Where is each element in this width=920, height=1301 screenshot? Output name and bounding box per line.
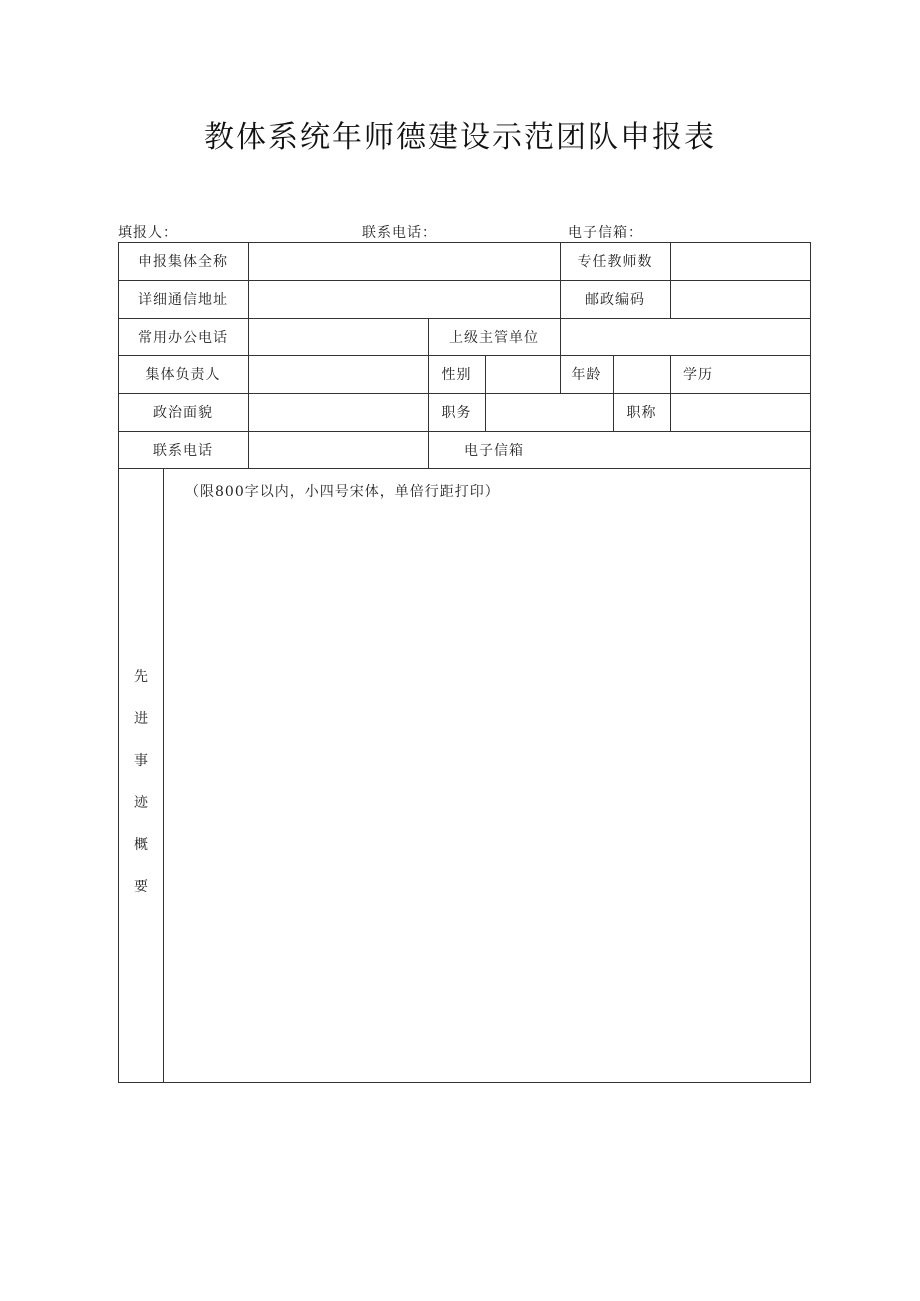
office-phone-field[interactable]	[249, 318, 428, 355]
label-supervisor-unit: 上级主管单位	[449, 329, 539, 346]
teacher-count-field[interactable]	[671, 242, 811, 280]
label-address: 详细通信地址	[138, 292, 228, 308]
deeds-label-char: 迹	[134, 795, 148, 811]
row-divider	[118, 468, 811, 469]
deeds-summary-label	[118, 666, 164, 918]
label-age: 年龄	[571, 367, 602, 383]
deeds-label-char: 概	[134, 837, 148, 853]
label-email: 电子信箱	[464, 442, 524, 459]
deeds-instruction-note: （限800字以内，小四号宋体，单倍行距打印）	[185, 484, 500, 500]
political-status-field[interactable]	[249, 393, 428, 431]
gender-field[interactable]	[486, 355, 560, 393]
label-contact-phone: 联系电话	[153, 442, 213, 459]
leader-field[interactable]	[249, 355, 428, 393]
email-label: 电子信箱：	[568, 225, 643, 241]
education-field[interactable]	[726, 355, 811, 393]
label-professional-title: 职称	[626, 405, 657, 421]
deeds-label-char: 进	[134, 711, 148, 727]
label-position: 职务	[441, 405, 472, 421]
position-field[interactable]	[486, 393, 613, 431]
professional-title-field[interactable]	[671, 393, 811, 431]
filler-label: 填报人：	[118, 225, 178, 241]
collective-name-field[interactable]	[249, 242, 560, 280]
contact-phone-field[interactable]	[249, 431, 428, 468]
deeds-label-char: 先	[134, 669, 148, 685]
deeds-label-char: 要	[134, 879, 148, 895]
label-collective-name: 申报集体全称	[138, 254, 228, 270]
label-teacher-count: 专任教师数	[577, 254, 653, 270]
postal-code-field[interactable]	[671, 280, 811, 318]
supervisor-unit-field[interactable]	[561, 318, 811, 355]
page-title: 教体系统年师德建设示范团队申报表	[204, 120, 716, 155]
label-office-phone: 常用办公电话	[138, 329, 228, 346]
address-field[interactable]	[249, 280, 560, 318]
label-postal-code: 邮政编码	[585, 292, 645, 308]
label-gender: 性别	[441, 367, 472, 383]
label-leader: 集体负责人	[145, 367, 221, 383]
label-political-status: 政治面貌	[153, 405, 213, 421]
label-education: 学历	[683, 367, 713, 383]
age-field[interactable]	[614, 355, 670, 393]
phone-label: 联系电话：	[362, 225, 437, 241]
deeds-summary-field[interactable]	[164, 500, 810, 1082]
email-field[interactable]	[561, 431, 811, 468]
deeds-label-char: 事	[134, 753, 148, 769]
